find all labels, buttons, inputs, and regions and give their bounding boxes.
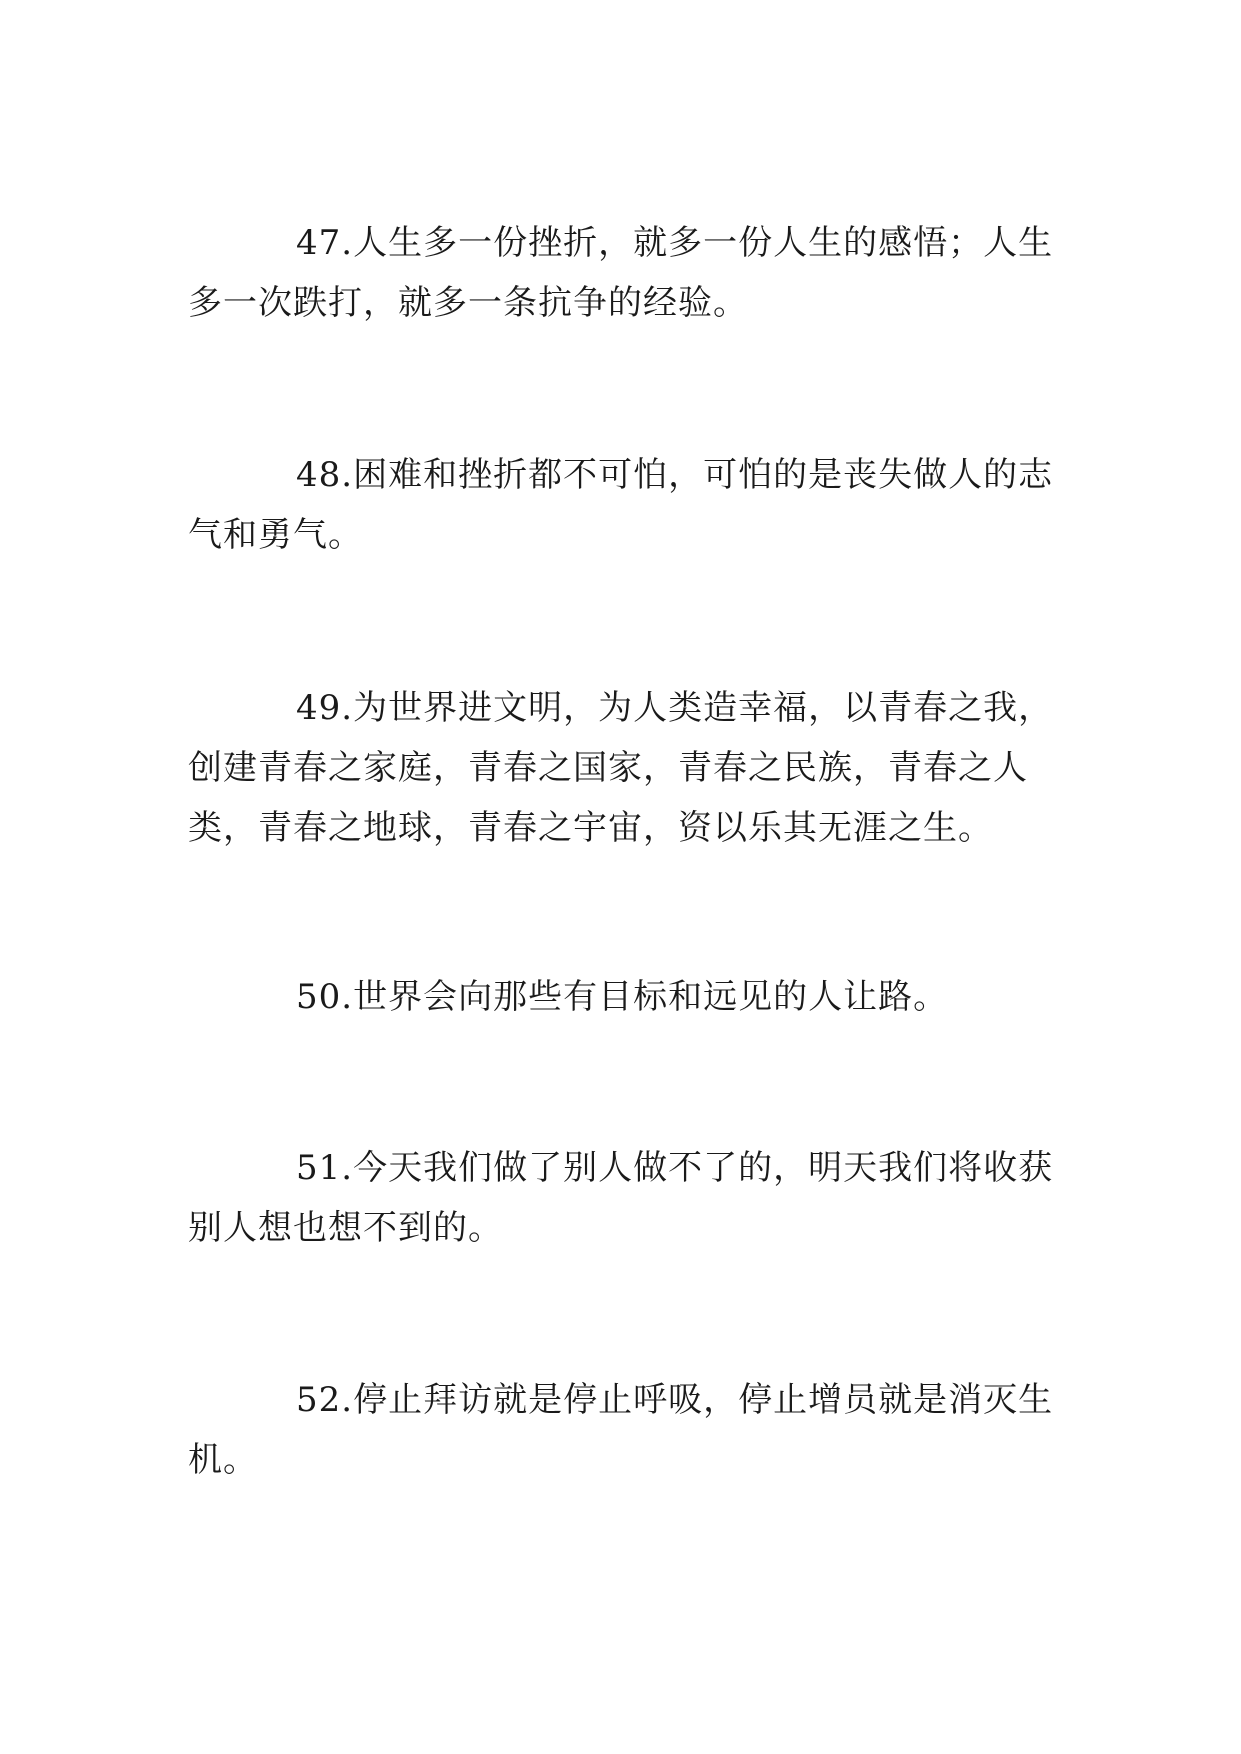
- quote-paragraph-48: 48.困难和挫折都不可怕，可怕的是丧失做人的志气和勇气。: [188, 455, 1054, 555]
- quote-paragraph-52: 52.停止拜访就是停止呼吸，停止增员就是消灭生机。: [188, 1380, 1054, 1480]
- quote-paragraph-49: 49.为世界进文明，为人类造幸福，以青春之我，创建青春之家庭，青春之国家，青春之民族，青春之人类，青春之地球，青春之宇宙，资以乐其无涯之生。: [188, 688, 1054, 848]
- quote-paragraph-47: 47.人生多一份挫折，就多一份人生的感悟；人生多一次跌打，就多一条抗争的经验。: [188, 223, 1054, 323]
- quote-paragraph-51: 51.今天我们做了别人做不了的，明天我们将收获别人想也想不到的。: [188, 1148, 1054, 1248]
- quote-paragraph-50: 50.世界会向那些有目标和远见的人让路。: [296, 977, 949, 1017]
